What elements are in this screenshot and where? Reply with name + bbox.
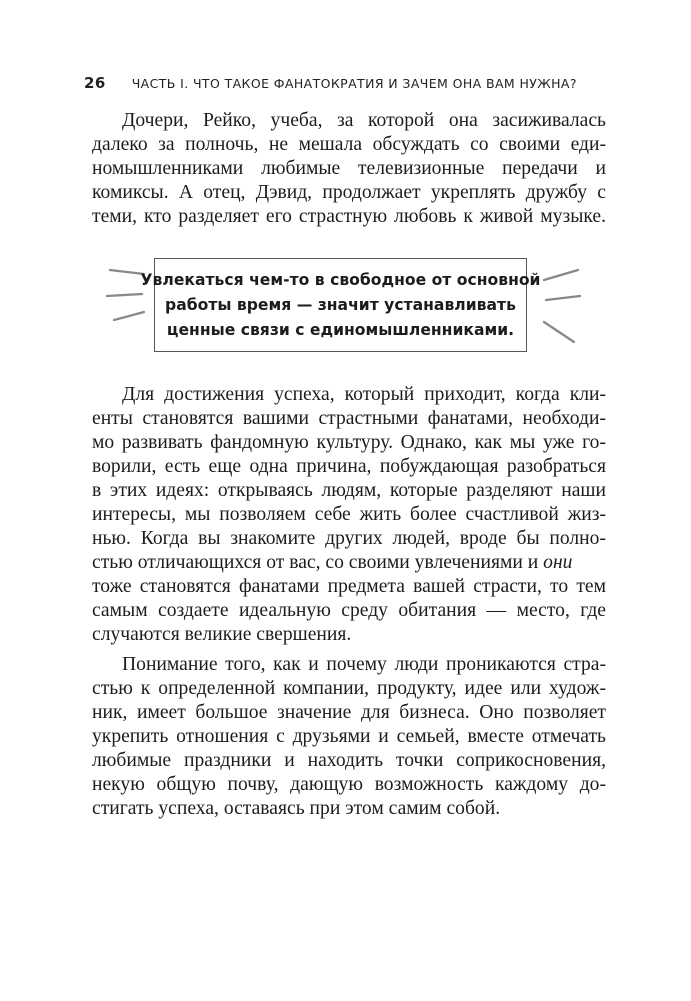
pull-quote-line: Увлекаться чем-то в свободное от основной bbox=[140, 270, 541, 289]
text-line: случаются великие свершения. bbox=[92, 624, 352, 645]
text-line: любимые праздники и находить точки соприкосновения, bbox=[92, 750, 606, 771]
text-line: нью. Когда вы знакомите других людей, вроде бы полно- bbox=[92, 528, 606, 549]
text-line: в этих идеях: открываясь людям, которые разделяют наши bbox=[92, 480, 606, 501]
italic-word: они bbox=[543, 552, 573, 573]
text-line: номышленниками любимые телевизионные передачи и bbox=[92, 158, 606, 179]
text-line: далеко за полночь, не мешала обсуждать со своими еди- bbox=[92, 134, 606, 155]
text-line: стигать успеха, оставаясь при этом самим собой. bbox=[92, 798, 501, 819]
text-line: самым создаете идеальную среду обитания — место, где bbox=[92, 600, 606, 621]
text-line: тоже становятся фанатами предмета вашей страсти, то тем bbox=[92, 576, 606, 597]
text-line: енты становятся вашими страстными фанатами, необходи- bbox=[92, 408, 606, 429]
text-line: Для достижения успеха, который приходит, когда кли- bbox=[122, 384, 606, 405]
running-title: ЧАСТЬ I. ЧТО ТАКОЕ ФАНАТОКРАТИЯ И ЗАЧЕМ ОНА ВАМ НУЖНА? bbox=[131, 76, 577, 91]
text-line: укрепить отношения с друзьями и семьей, вместе отмечать bbox=[92, 726, 606, 747]
pull-quote bbox=[140, 258, 541, 352]
text-line: интересы, мы позволяем себе жить более счастливой жиз- bbox=[92, 504, 606, 525]
text-line: Дочери, Рейко, учеба, за которой она засиживалась bbox=[122, 110, 606, 131]
text-line: теми, кто разделяет его страстную любовь к живой музыке. bbox=[92, 206, 606, 227]
pull-quote-line: работы время — значит устанавливать bbox=[165, 295, 516, 314]
pull-quote-line: ценные связи с единомышленниками. bbox=[166, 320, 515, 339]
burst-right-decoration bbox=[536, 266, 586, 350]
page-number: 26 bbox=[84, 74, 106, 92]
text-line: комиксы. А отец, Дэвид, продолжает укреплять дружбу с bbox=[92, 182, 606, 203]
text-line: стью к определенной компании, продукту, идее или худож- bbox=[92, 678, 606, 699]
running-header bbox=[84, 74, 624, 92]
text-line: ворили, есть еще одна причина, побуждающая разобраться bbox=[92, 456, 606, 477]
text-line: Понимание того, как и почему люди проникаются стра- bbox=[122, 654, 606, 675]
text-line: ник, имеет большое значение для бизнеса. Оно позволяет bbox=[92, 702, 606, 723]
text-line: стью отличающихся от вас, со своими увлечениями и они bbox=[92, 552, 573, 573]
text-line: мо развивать фандомную культуру. Однако, как мы уже го- bbox=[92, 432, 606, 453]
text-line: некую общую почву, дающую возможность каждому до- bbox=[92, 774, 606, 795]
